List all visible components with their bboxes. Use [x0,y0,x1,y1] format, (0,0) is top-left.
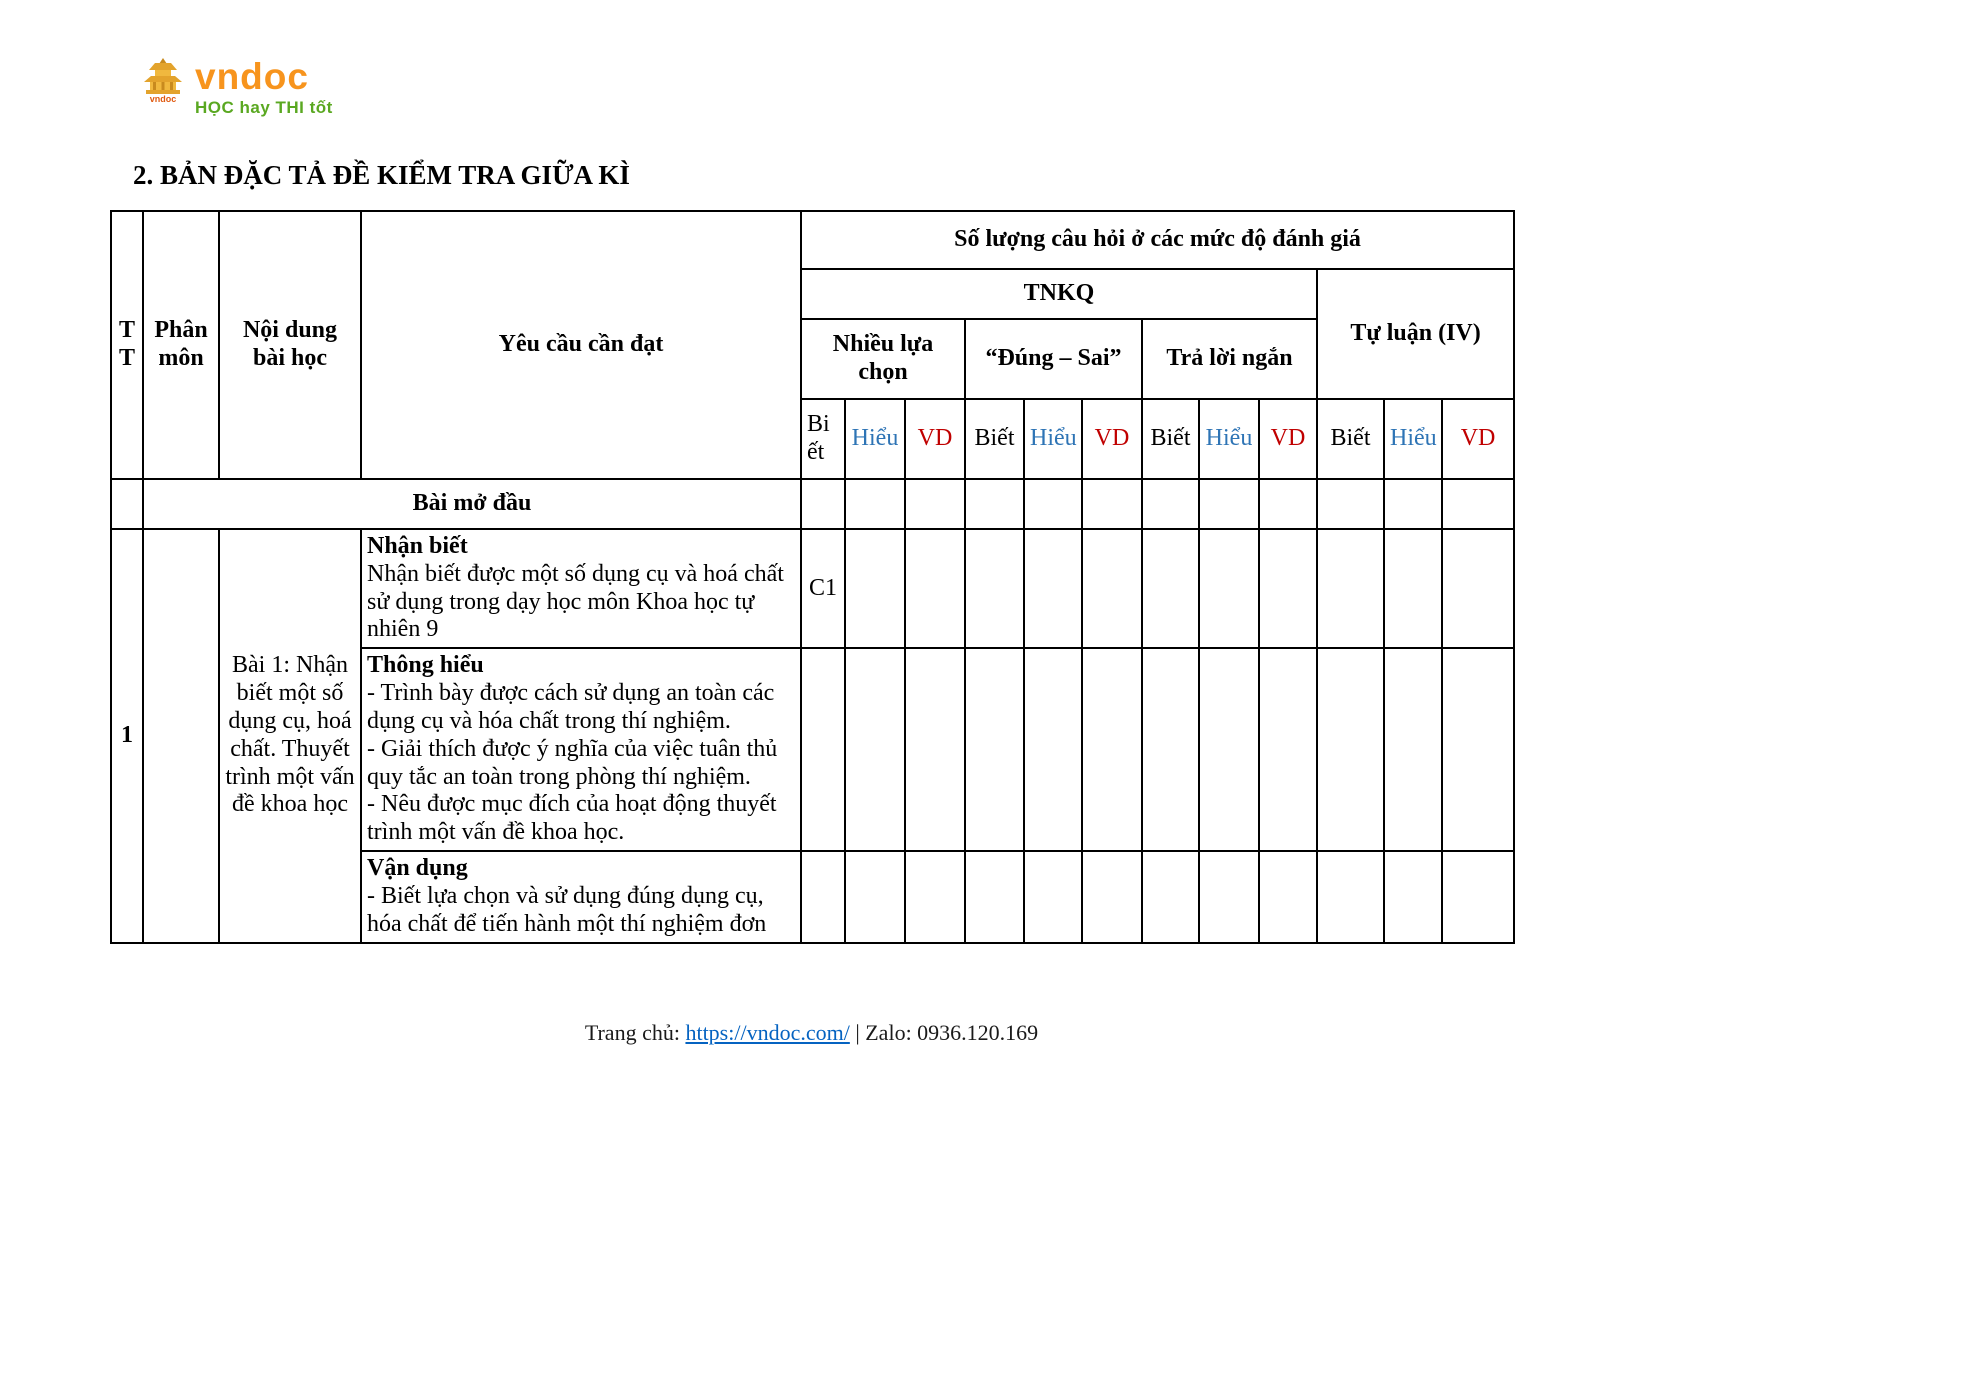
count-cell [845,851,905,942]
count-cell [1259,479,1317,529]
vndoc-logo-icon [140,58,186,104]
thong-hieu-item: - Giải thích được ý nghĩa của việc tuân thủ quy tắc an toàn trong phòng thí nghiệm. [367,735,778,790]
thong-hieu-item: - Trình bày được cách sử dụng an toàn các dụng cụ và hóa chất trong thí nghiệm. [367,680,775,734]
logo-icon-label: vndoc [149,94,177,104]
col-header-nhieu-lua-chon: Nhiều lựa chọn [801,319,965,399]
count-cell [905,529,965,648]
col-header-so-luong: Số lượng câu hỏi ở các mức độ đánh giá [801,211,1514,269]
count-cell [1442,479,1514,529]
level-hieu: Hiểu [1199,399,1259,479]
page-title: 2. BẢN ĐẶC TẢ ĐỀ KIỂM TRA GIỮA KÌ [133,160,630,190]
col-header-tnkq: TNKQ [801,269,1317,319]
count-cell [965,529,1024,648]
footer-link[interactable]: https://vndoc.com/ [685,1020,850,1045]
count-cell [905,648,965,851]
count-cell [801,648,845,851]
col-header-noi-dung: Nội dung bài học [219,211,361,479]
count-cell [1082,648,1142,851]
count-cell [801,851,845,942]
count-cell [1142,529,1199,648]
c1-cell: C1 [801,529,845,648]
count-cell [1142,851,1199,942]
count-cell [1082,851,1142,942]
yeu-cau-nhan-biet-cell [361,529,801,648]
count-cell [1259,851,1317,942]
count-cell [1384,851,1442,942]
count-cell [1024,529,1082,648]
col-header-tu-luan: Tự luận (IV) [1317,269,1514,399]
count-cell [1442,529,1514,648]
count-cell [845,529,905,648]
logo-tagline: HỌC hay THI tốt [195,98,333,117]
vndoc-logo [140,58,333,118]
count-cell [1024,648,1082,851]
count-cell [965,851,1024,942]
count-cell [1082,529,1142,648]
col-header-yeu-cau: Yêu cầu cần đạt [361,211,801,479]
row-number: 1 [111,529,143,943]
van-dung-heading: Vận dụng [367,855,468,882]
count-cell [1317,529,1384,648]
phan-mon-cell [143,529,219,943]
level-hieu: Hiểu [845,399,905,479]
thong-hieu-item: - Nêu được mục đích của hoạt động thuyết trình một vấn đề khoa học. [367,791,777,846]
footer-suffix: | Zalo: 0936.120.169 [855,1020,1039,1045]
col-header-tt: T T [111,211,143,479]
page-footer [110,1020,1513,1046]
count-cell [801,479,845,529]
count-cell [905,479,965,529]
thong-hieu-heading: Thông hiểu [367,652,484,679]
count-cell [905,851,965,942]
level-vd: VD [905,399,965,479]
count-cell [1259,529,1317,648]
col-header-phan-mon: Phân môn [143,211,219,479]
yeu-cau-thong-hieu-cell [361,648,801,851]
count-cell [965,648,1024,851]
count-cell [1442,851,1514,942]
level-hieu: Hiểu [1384,399,1442,479]
level-vd: VD [1259,399,1317,479]
col-header-dung-sai: “Đúng – Sai” [965,319,1142,399]
van-dung-text: - Biết lựa chọn và sử dụng đúng dụng cụ, hóa chất để tiến hành một thí nghiệm đơn [367,882,767,937]
level-biet: Biết [965,399,1024,479]
logo-text [195,58,333,118]
count-cell [1024,479,1082,529]
level-hieu: Hiểu [1024,399,1082,479]
count-cell [1384,648,1442,851]
count-cell [1199,479,1259,529]
count-cell [1259,648,1317,851]
level-biet: Biết [1317,399,1384,479]
empty-cell [111,479,143,529]
count-cell [1142,648,1199,851]
pagoda-icon [140,58,186,96]
yeu-cau-van-dung-cell [361,851,801,942]
count-cell [845,648,905,851]
count-cell [1142,479,1199,529]
count-cell [1442,648,1514,851]
count-cell [1199,851,1259,942]
nhan-biet-heading: Nhận biết [367,533,468,559]
level-biet: Biết [801,399,845,479]
count-cell [1317,479,1384,529]
count-cell [845,479,905,529]
spec-table [110,210,1515,944]
count-cell [1024,851,1082,942]
level-biet: Biết [1142,399,1199,479]
col-header-tra-loi-ngan: Trả lời ngắn [1142,319,1317,399]
nhan-biet-text: Nhận biết được một số dụng cụ và hoá chất sử dụng trong dạy học môn Khoa học tự nhiên 9 [367,560,784,643]
count-cell [1199,648,1259,851]
footer-prefix: Trang chủ: [584,1020,680,1045]
count-cell [1082,479,1142,529]
count-cell [965,479,1024,529]
level-vd: VD [1442,399,1514,479]
noi-dung-cell: Bài 1: Nhận biết một số dụng cụ, hoá chất. Thuyết trình một vấn đề khoa học [219,529,361,943]
count-cell [1199,529,1259,648]
count-cell [1384,529,1442,648]
count-cell [1317,851,1384,942]
logo-brand: vndoc [195,56,309,97]
level-vd: VD [1082,399,1142,479]
section-title: Bài mở đầu [143,479,801,529]
count-cell [1317,648,1384,851]
count-cell [1384,479,1442,529]
